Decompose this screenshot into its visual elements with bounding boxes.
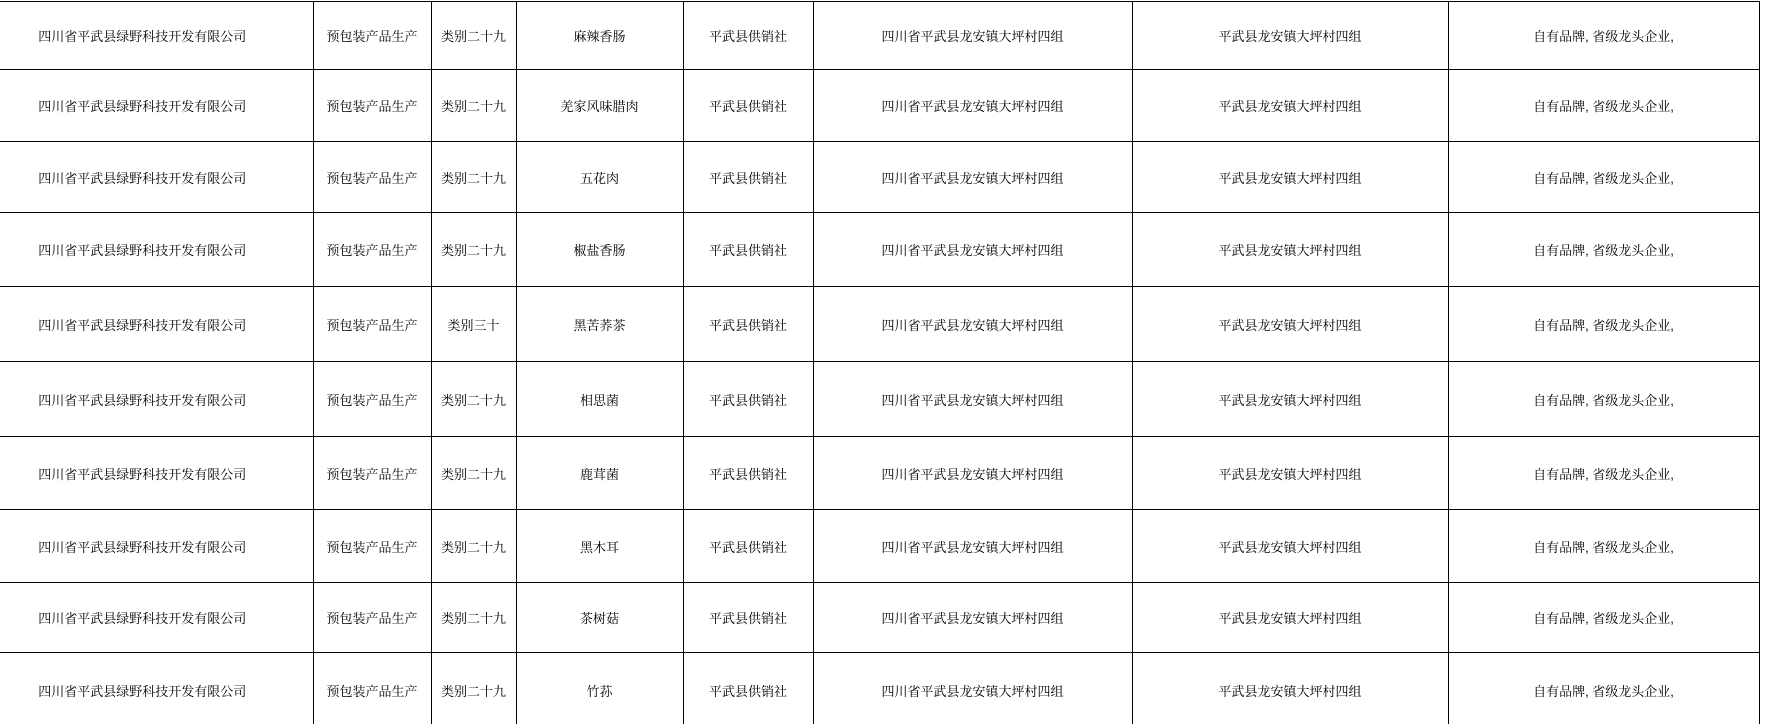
cell-production-type: 预包装产品生产: [313, 583, 431, 653]
cell-production-address: 四川省平武县龙安镇大坪村四组: [813, 70, 1132, 142]
cell-purchasing-org: 平武县供销社: [683, 510, 813, 583]
cell-production-type: 预包装产品生产: [313, 510, 431, 583]
records-table-body: [0, 2, 1759, 724]
cell-contact-address: 平武县龙安镇大坪村四组: [1132, 510, 1448, 583]
cell-purchasing-org: 平武县供销社: [683, 142, 813, 213]
cell-purchasing-org: 平武县供销社: [683, 70, 813, 142]
cell-production-type: 预包装产品生产: [313, 142, 431, 213]
cell-production-address: 四川省平武县龙安镇大坪村四组: [813, 2, 1132, 70]
cell-category: 类别二十九: [431, 70, 516, 142]
cell-purchasing-org: 平武县供销社: [683, 2, 813, 70]
table-row: [0, 213, 1759, 287]
cell-category: 类别二十九: [431, 437, 516, 510]
cell-production-type: 预包装产品生产: [313, 653, 431, 724]
cell-brand-info: 自有品牌, 省级龙头企业,: [1448, 510, 1759, 583]
table-row: [0, 70, 1759, 142]
cell-production-type: 预包装产品生产: [313, 437, 431, 510]
cell-purchasing-org: 平武县供销社: [683, 583, 813, 653]
cell-category: 类别二十九: [431, 142, 516, 213]
cell-company: 四川省平武县绿野科技开发有限公司: [0, 213, 313, 287]
cell-product: 五花肉: [516, 142, 683, 213]
cell-company: 四川省平武县绿野科技开发有限公司: [0, 510, 313, 583]
cell-production-type: 预包装产品生产: [313, 213, 431, 287]
cell-company: 四川省平武县绿野科技开发有限公司: [0, 287, 313, 362]
cell-production-address: 四川省平武县龙安镇大坪村四组: [813, 213, 1132, 287]
cell-purchasing-org: 平武县供销社: [683, 362, 813, 437]
cell-production-address: 四川省平武县龙安镇大坪村四组: [813, 437, 1132, 510]
table-row: [0, 437, 1759, 510]
cell-production-type: 预包装产品生产: [313, 70, 431, 142]
cell-contact-address: 平武县龙安镇大坪村四组: [1132, 213, 1448, 287]
cell-production-type: 预包装产品生产: [313, 2, 431, 70]
cell-product: 黑木耳: [516, 510, 683, 583]
cell-purchasing-org: 平武县供销社: [683, 287, 813, 362]
cell-contact-address: 平武县龙安镇大坪村四组: [1132, 583, 1448, 653]
cell-product: 茶树菇: [516, 583, 683, 653]
cell-contact-address: 平武县龙安镇大坪村四组: [1132, 287, 1448, 362]
cell-product: 黑苦荞茶: [516, 287, 683, 362]
cell-company: 四川省平武县绿野科技开发有限公司: [0, 583, 313, 653]
cell-contact-address: 平武县龙安镇大坪村四组: [1132, 362, 1448, 437]
cell-company: 四川省平武县绿野科技开发有限公司: [0, 2, 313, 70]
cell-product: 相思菌: [516, 362, 683, 437]
cell-product: 竹荪: [516, 653, 683, 724]
cell-contact-address: 平武县龙安镇大坪村四组: [1132, 142, 1448, 213]
cell-company: 四川省平武县绿野科技开发有限公司: [0, 653, 313, 724]
table-row: [0, 653, 1759, 724]
cell-category: 类别二十九: [431, 2, 516, 70]
cell-contact-address: 平武县龙安镇大坪村四组: [1132, 2, 1448, 70]
table-row: [0, 510, 1759, 583]
cell-company: 四川省平武县绿野科技开发有限公司: [0, 437, 313, 510]
table-row: [0, 142, 1759, 213]
cell-production-address: 四川省平武县龙安镇大坪村四组: [813, 362, 1132, 437]
cell-category: 类别二十九: [431, 653, 516, 724]
cell-production-address: 四川省平武县龙安镇大坪村四组: [813, 583, 1132, 653]
records-table: [0, 1, 1760, 724]
cell-brand-info: 自有品牌, 省级龙头企业,: [1448, 70, 1759, 142]
cell-contact-address: 平武县龙安镇大坪村四组: [1132, 437, 1448, 510]
cell-product: 鹿茸菌: [516, 437, 683, 510]
table-row: [0, 2, 1759, 70]
cell-category: 类别二十九: [431, 362, 516, 437]
table-row: [0, 362, 1759, 437]
cell-production-type: 预包装产品生产: [313, 287, 431, 362]
cell-company: 四川省平武县绿野科技开发有限公司: [0, 362, 313, 437]
table-row: [0, 583, 1759, 653]
cell-production-address: 四川省平武县龙安镇大坪村四组: [813, 653, 1132, 724]
cell-brand-info: 自有品牌, 省级龙头企业,: [1448, 437, 1759, 510]
cell-brand-info: 自有品牌, 省级龙头企业,: [1448, 583, 1759, 653]
cell-brand-info: 自有品牌, 省级龙头企业,: [1448, 142, 1759, 213]
cell-product: 麻辣香肠: [516, 2, 683, 70]
cell-brand-info: 自有品牌, 省级龙头企业,: [1448, 213, 1759, 287]
cell-brand-info: 自有品牌, 省级龙头企业,: [1448, 362, 1759, 437]
cell-brand-info: 自有品牌, 省级龙头企业,: [1448, 287, 1759, 362]
cell-company: 四川省平武县绿野科技开发有限公司: [0, 70, 313, 142]
table-row: [0, 287, 1759, 362]
cell-product: 椒盐香肠: [516, 213, 683, 287]
cell-purchasing-org: 平武县供销社: [683, 437, 813, 510]
cell-production-address: 四川省平武县龙安镇大坪村四组: [813, 142, 1132, 213]
cell-production-address: 四川省平武县龙安镇大坪村四组: [813, 287, 1132, 362]
cell-category: 类别二十九: [431, 213, 516, 287]
cell-production-type: 预包装产品生产: [313, 362, 431, 437]
cell-category: 类别二十九: [431, 583, 516, 653]
cell-company: 四川省平武县绿野科技开发有限公司: [0, 142, 313, 213]
cell-production-address: 四川省平武县龙安镇大坪村四组: [813, 510, 1132, 583]
cell-product: 羌家风味腊肉: [516, 70, 683, 142]
cell-purchasing-org: 平武县供销社: [683, 653, 813, 724]
cell-brand-info: 自有品牌, 省级龙头企业,: [1448, 653, 1759, 724]
cell-category: 类别三十: [431, 287, 516, 362]
cell-contact-address: 平武县龙安镇大坪村四组: [1132, 70, 1448, 142]
cell-brand-info: 自有品牌, 省级龙头企业,: [1448, 2, 1759, 70]
cell-category: 类别二十九: [431, 510, 516, 583]
cell-contact-address: 平武县龙安镇大坪村四组: [1132, 653, 1448, 724]
cell-purchasing-org: 平武县供销社: [683, 213, 813, 287]
